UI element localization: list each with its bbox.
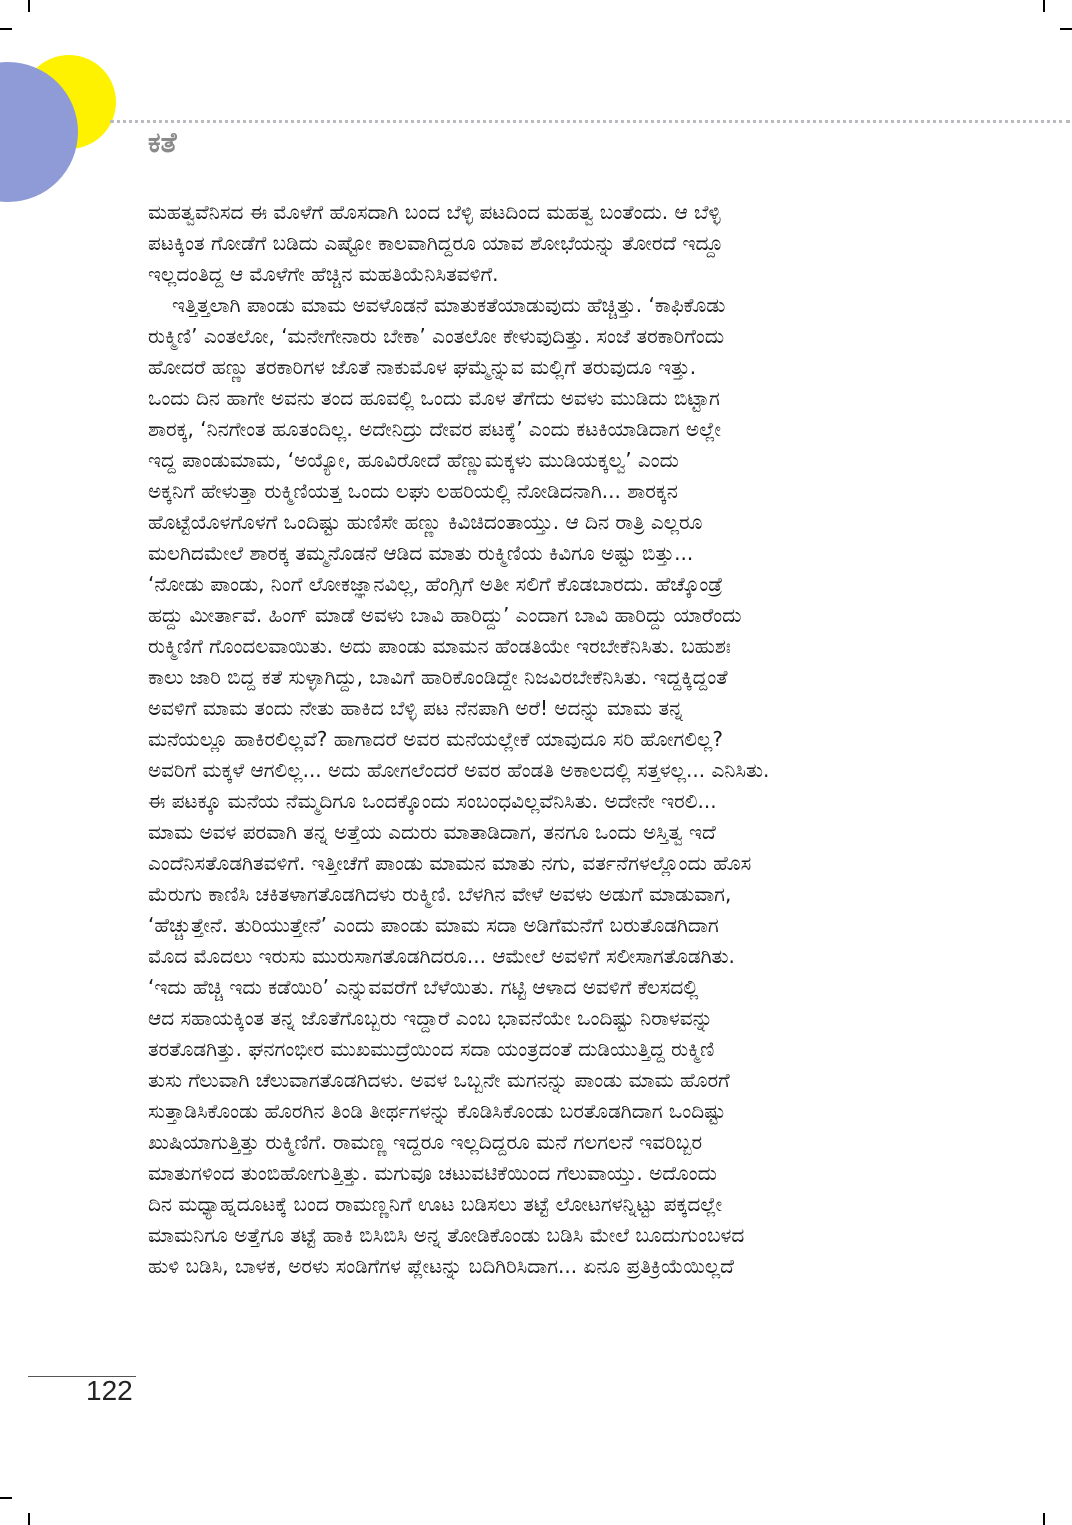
crop-mark (1060, 28, 1072, 30)
text-line: ಹದ್ದು ಮೀರ್ತಾವೆ. ಹಿಂಗ್ ಮಾಡೆ ಅವಳು ಬಾವಿ ಹಾರಿದ್ದು’ ಎಂದಾಗ ಬಾವಿ ಹಾರಿದ್ದು ಯಾರೆಂದು (148, 603, 742, 627)
text-line: ಮನೆಯಲ್ಲೂ ಹಾಕಿರಲಿಲ್ಲವೆ? ಹಾಗಾದರೆ ಅವರ ಮನೆಯಲ್ಲೇಕೆ ಯಾವುದೂ ಸರಿ ಹೋಗಲಿಲ್ಲ? (148, 727, 723, 751)
text-line: ಇತ್ತಿತ್ತಲಾಗಿ ಪಾಂಡು ಮಾಮ ಅವಳೊಡನೆ ಮಾತುಕತೆಯಾಡುವುದು ಹೆಚ್ಚಿತ್ತು. ‘ಕಾಫಿಕೊಡು (172, 293, 726, 317)
text-line: ಖುಷಿಯಾಗುತ್ತಿತ್ತು ರುಕ್ಮಿಣಿಗೆ. ರಾಮಣ್ಣ ಇದ್ದರೂ ಇಲ್ಲದಿದ್ದರೂ ಮನೆ ಗಲಗಲನೆ ಇವರಿಬ್ಬರ (148, 1130, 703, 1154)
text-line: ಪಟಕ್ಕಿಂತ ಗೋಡೆಗೆ ಬಡಿದು ಎಷ್ಟೋ ಕಾಲವಾಗಿದ್ದರೂ ಯಾವ ಶೋಭೆಯನ್ನು ತೋರದೆ ಇದ್ದೂ (148, 231, 724, 255)
text-line: ‘ಇದು ಹೆಚ್ಚಿ ಇದು ಕಡೆಯಿರಿ’ ಎನ್ನುವವರೆಗೆ ಬೆಳೆಯಿತು. ಗಟ್ಟಿ ಆಳಾದ ಅವಳಿಗೆ ಕೆಲಸದಲ್ಲಿ (148, 975, 699, 999)
text-line: ಮಲಗಿದಮೇಲೆ ಶಾರಕ್ಕ ತಮ್ಮನೊಡನೆ ಆಡಿದ ಮಾತು ರುಕ್ಮಿಣಿಯ ಕಿವಿಗೂ ಅಷ್ಟು ಬಿತ್ತು... (148, 541, 694, 565)
crop-mark (1043, 1513, 1045, 1525)
text-line: ಅವರಿಗೆ ಮಕ್ಕಳೆ ಆಗಲಿಲ್ಲ... ಅದು ಹೋಗಲೆಂದರೆ ಅವರ ಹೆಂಡತಿ ಅಕಾಲದಲ್ಲಿ ಸತ್ತಳಲ್ಲ... ಎನಿಸಿತು. (148, 758, 770, 782)
text-line: ರುಕ್ಮಿಣಿಗೆ ಗೊಂದಲವಾಯಿತು. ಅದು ಪಾಂಡು ಮಾಮನ ಹೆಂಡತಿಯೇ ಇರಬೇಕೆನಿಸಿತು. ಬಹುಶಃ (148, 634, 731, 658)
crop-mark (28, 1513, 30, 1525)
text-line: ಎಂದೆನಿಸತೊಡಗಿತವಳಿಗೆ. ಇತ್ತೀಚೆಗೆ ಪಾಂಡು ಮಾಮನ ಮಾತು ನಗು, ವರ್ತನೆಗಳಲ್ಲೊಂದು ಹೊಸ (148, 851, 752, 875)
text-line: ಕಾಲು ಜಾರಿ ಬಿದ್ದ ಕತೆ ಸುಳ್ಳಾಗಿದ್ದು, ಬಾವಿಗೆ ಹಾರಿಕೊಂಡಿದ್ದೇ ನಿಜವಿರಬೇಕೆನಿಸಿತು. ಇದ್ದಕ್ಕಿದ್ದಂತೆ (148, 665, 728, 689)
crop-mark (0, 1497, 12, 1499)
page-number: 122 (86, 1375, 133, 1406)
text-line: ಒಂದು ದಿನ ಹಾಗೇ ಅವನು ತಂದ ಹೂವಲ್ಲಿ ಒಂದು ಮೊಳ ತೆಗೆದು ಅವಳು ಮುಡಿದು ಬಿಟ್ಟಾಗ (148, 386, 720, 410)
text-line: ಮೊದ ಮೊದಲು ಇರುಸು ಮುರುಸಾಗತೊಡಗಿದರೂ... ಆಮೇಲೆ ಅವಳಿಗೆ ಸಲೀಸಾಗತೊಡಗಿತು. (148, 944, 735, 968)
text-line: ಮೆರುಗು ಕಾಣಿಸಿ ಚಕಿತಳಾಗತೊಡಗಿದಳು ರುಕ್ಮಿಣಿ. ಬೆಳಗಿನ ವೇಳೆ ಅವಳು ಅಡುಗೆ ಮಾಡುವಾಗ, (148, 882, 732, 906)
text-line: ಶಾರಕ್ಕ, ‘ನಿನಗೇಂತ ಹೂತಂದಿಲ್ಲ. ಅದೇನಿದ್ರು ದೇವರ ಪಟಕ್ಕೆ’ ಎಂದು ಕಟಕಿಯಾಡಿದಾಗ ಅಲ್ಲೇ (148, 417, 721, 441)
text-line: ಹೊಟ್ಟೆಯೊಳಗೊಳಗೆ ಒಂದಿಷ್ಟು ಹುಣಿಸೇ ಹಣ್ಣು ಕಿವಿಚಿದಂತಾಯ್ತು. ಆ ದಿನ ರಾತ್ರಿ ಎಲ್ಲರೂ (148, 510, 703, 534)
text-line: ದಿನ ಮಧ್ಯಾಹ್ನದೂಟಕ್ಕೆ ಬಂದ ರಾಮಣ್ಣನಿಗೆ ಊಟ ಬಡಿಸಲು ತಟ್ಟೆ ಲೋಟಗಳನ್ನಿಟ್ಟು ಪಕ್ಕದಲ್ಲೇ (148, 1192, 723, 1216)
text-line: ತರತೊಡಗಿತ್ತು. ಘನಗಂಭೀರ ಮುಖಮುದ್ರೆಯಿಂದ ಸದಾ ಯಂತ್ರದಂತೆ ದುಡಿಯುತ್ತಿದ್ದ ರುಕ್ಮಿಣಿ (148, 1037, 715, 1061)
text-line: ಅಕ್ಕನಿಗೆ ಹೇಳುತ್ತಾ ರುಕ್ಮಿಣಿಯತ್ತ ಒಂದು ಲಘು ಲಹರಿಯಲ್ಲಿ ನೋಡಿದನಾಗಿ... ಶಾರಕ್ಕನ (148, 479, 678, 503)
text-line: ಆದ ಸಹಾಯಕ್ಕಿಂತ ತನ್ನ ಜೊತೆಗೊಬ್ಬರು ಇದ್ದಾರೆ ಎಂಬ ಭಾವನೆಯೇ ಒಂದಿಷ್ಟು ನಿರಾಳವನ್ನು (148, 1006, 713, 1030)
dotted-header-rule (110, 120, 1070, 123)
text-line: ಹೋದರೆ ಹಣ್ಣು ತರಕಾರಿಗಳ ಜೊತೆ ನಾಕುಮೊಳ ಘಮ್ಮೆನ್ನುವ ಮಲ್ಲಿಗೆ ತರುವುದೂ ಇತ್ತು. (148, 355, 697, 379)
text-line: ಇಲ್ಲದಂತಿದ್ದ ಆ ಮೊಳೆಗೇ ಹೆಚ್ಚಿನ ಮಹತಿಯೆನಿಸಿತವಳಿಗೆ. (148, 262, 499, 286)
text-line: ಮಾಮ ಅವಳ ಪರವಾಗಿ ತನ್ನ ಅತ್ತೆಯ ಎದುರು ಮಾತಾಡಿದಾಗ, ತನಗೂ ಒಂದು ಅಸ್ತಿತ್ವ ಇದೆ (148, 820, 716, 844)
text-line: ಇದ್ದ ಪಾಂಡುಮಾಮ, ‘ಅಯ್ಯೋ, ಹೂವಿರೋದೆ ಹೆಣ್ಣುಮಕ್ಕಳು ಮುಡಿಯಕ್ಕಲ್ವ’ ಎಂದು (148, 448, 679, 472)
text-line: ಸುತ್ತಾಡಿಸಿಕೊಂಡು ಹೊರಗಿನ ತಿಂಡಿ ತೀರ್ಥಗಳನ್ನು ಕೊಡಿಸಿಕೊಂಡು ಬರತೊಡಗಿದಾಗ ಒಂದಿಷ್ಟು (148, 1099, 726, 1123)
text-line: ‘ನೋಡು ಪಾಂಡು, ನಿಂಗೆ ಲೋಕಜ್ಞಾನವಿಲ್ಲ, ಹೆಂಗ್ಸಿಗೆ ಅತೀ ಸಲಿಗೆ ಕೊಡಬಾರದು. ಹೆಚ್ಕೊಂಡ್ರೆ (148, 572, 723, 596)
text-line: ಮಹತ್ವವೆನಿಸದ ಈ ಮೊಳೆಗೆ ಹೊಸದಾಗಿ ಬಂದ ಬೆಳ್ಳಿ ಪಟದಿಂದ ಮಹತ್ವ ಬಂತೆಂದು. ಆ ಬೆಳ್ಳಿ (148, 200, 721, 224)
text-line: ಅವಳಿಗೆ ಮಾಮ ತಂದು ನೇತು ಹಾಕಿದ ಬೆಳ್ಳಿ ಪಟ ನೆನಪಾಗಿ ಅರೆ! ಅದನ್ನು ಮಾಮ ತನ್ನ (148, 696, 683, 720)
text-line: ರುಕ್ಮಿಣಿ’ ಎಂತಲೋ, ‘ಮನೇಗೇನಾರು ಬೇಕಾ’ ಎಂತಲೋ ಕೇಳುವುದಿತ್ತು. ಸಂಜೆ ತರಕಾರಿಗೆಂದು (148, 324, 725, 348)
text-line: ಮಾತುಗಳಿಂದ ತುಂಬಿಹೋಗುತ್ತಿತ್ತು. ಮಗುವೂ ಚಟುವಟಿಕೆಯಿಂದ ಗೆಲುವಾಯ್ತು. ಅದೊಂದು (148, 1161, 717, 1185)
text-line: ಈ ಪಟಕ್ಕೂ ಮನೆಯ ನೆಮ್ಮದಿಗೂ ಒಂದಕ್ಕೊಂದು ಸಂಬಂಧವಿಲ್ಲವೆನಿಸಿತು. ಅದೇನೇ ಇರಲಿ... (148, 789, 717, 813)
text-line: ತುಸು ಗೆಲುವಾಗಿ ಚೆಲುವಾಗತೊಡಗಿದಳು. ಅವಳ ಒಬ್ಬನೇ ಮಗನನ್ನು ಪಾಂಡು ಮಾಮ ಹೊರಗೆ (148, 1068, 730, 1092)
text-line: ‘ಹೆಚ್ಚುತ್ತೇನೆ. ತುರಿಯುತ್ತೇನೆ’ ಎಂದು ಪಾಂಡು ಮಾಮ ಸದಾ ಅಡಿಗೆಮನೆಗೆ ಬರುತೊಡಗಿದಾಗ (148, 913, 719, 937)
text-line: ಮಾಮನಿಗೂ ಅತ್ತೆಗೂ ತಟ್ಟೆ ಹಾಕಿ ಬಿಸಿಬಿಸಿ ಅನ್ನ ತೋಡಿಕೊಂಡು ಬಡಿಸಿ ಮೇಲೆ ಬೂದುಗುಂಬಳದ (148, 1223, 745, 1247)
story-text (148, 197, 948, 1282)
crop-mark (0, 28, 12, 30)
crop-mark (28, 0, 30, 12)
section-title: ಕತೆ (148, 126, 177, 159)
crop-mark (1043, 0, 1045, 12)
text-line: ಹುಳಿ ಬಡಿಸಿ, ಬಾಳಕ, ಅರಳು ಸಂಡಿಗೆಗಳ ಪ್ಲೇಟನ್ನು ಬದಿಗಿರಿಸಿದಾಗ... ಏನೂ ಪ್ರತಿಕ್ರಿಯೆಯಿಲ್ಲದೆ (148, 1254, 734, 1278)
